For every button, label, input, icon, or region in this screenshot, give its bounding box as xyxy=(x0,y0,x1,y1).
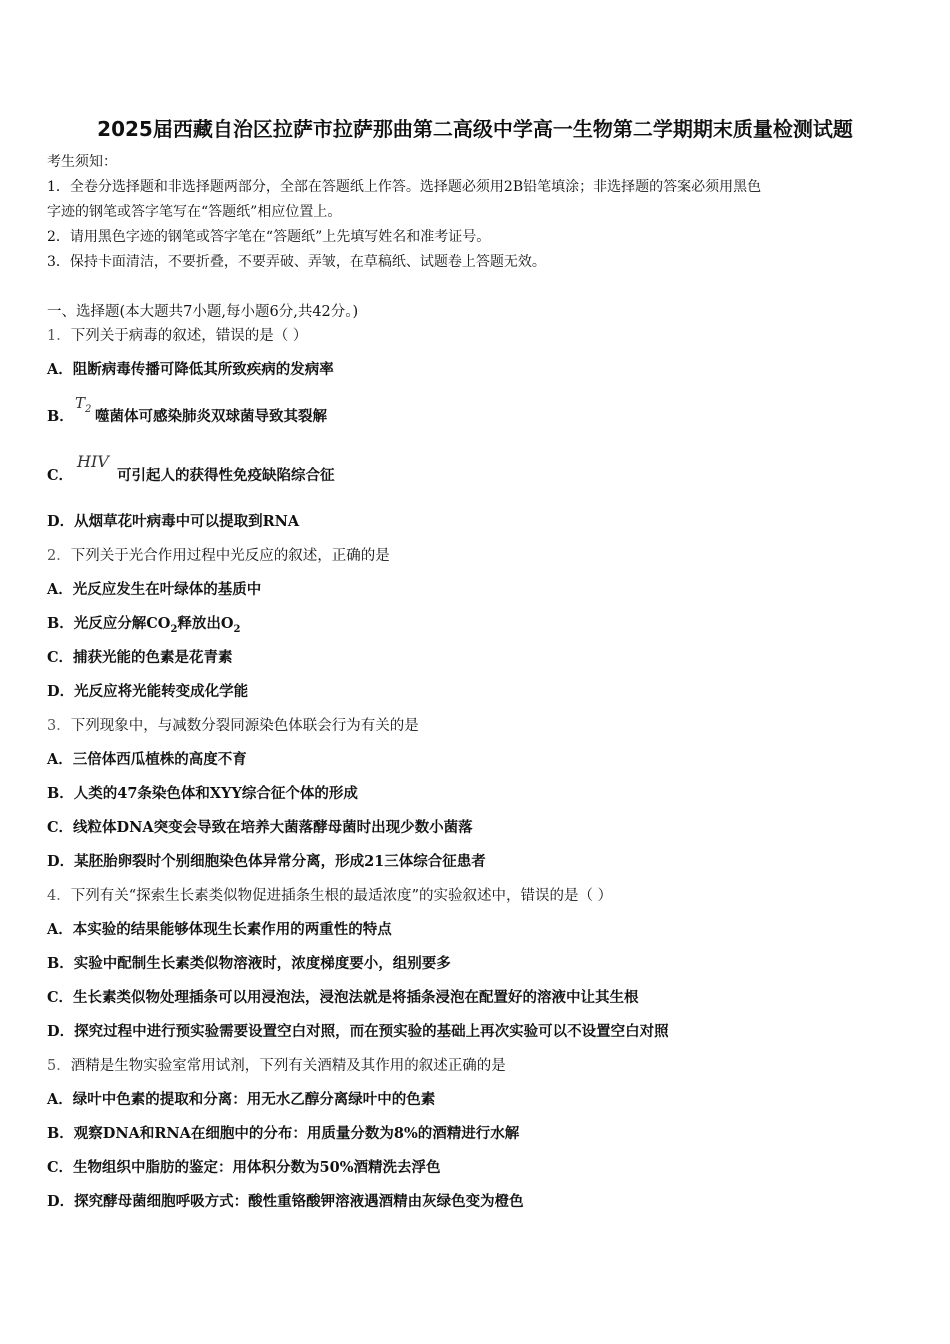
option-label: C． xyxy=(47,467,74,484)
math-sub: 2 xyxy=(85,404,92,415)
question-stem: 下列有关“探索生长素类似物促进插条生根的最适浓度”的实验叙述中，错误的是（ ） xyxy=(70,888,613,904)
q5-option-d: D．探究酵母菌细胞呼吸方式：酸性重铬酸钾溶液遇酒精由灰绿色变为橙色 xyxy=(47,1193,524,1210)
q4-option-c: C．生长素类似物处理插条可以用浸泡法，浸泡法就是将插条浸泡在配置好的溶液中让其生根 xyxy=(47,989,639,1006)
question-1 xyxy=(47,326,307,346)
question-5 xyxy=(47,1056,506,1076)
q2-option-b xyxy=(47,614,241,640)
q3-option-a: A．三倍体西瓜植株的高度不育 xyxy=(47,751,247,768)
q1-option-b xyxy=(47,407,74,427)
q1-option-d: D．从烟草花叶病毒中可以提取到RNA xyxy=(47,513,300,530)
question-stem: 下列关于光合作用过程中光反应的叙述，正确的是 xyxy=(70,548,390,564)
notice-line-1a: 1．全卷分选择题和非选择题两部分，全部在答题纸上作答。选择题必须用2B铅笔填涂；非选择题的答案必须用黑色 xyxy=(47,179,762,195)
math-t: T xyxy=(75,394,86,412)
option-label: B． xyxy=(47,408,74,425)
page-title: 2025届西藏自治区拉萨市拉萨那曲第二高级中学高一生物第二学期期末质量检测试题 xyxy=(97,117,853,141)
q1-option-a: A．阻断病毒传播可降低其所致疾病的发病率 xyxy=(47,361,334,378)
notice-line-3: 3．保持卡面清洁，不要折叠，不要弄破、弄皱，在草稿纸、试题卷上答题无效。 xyxy=(47,254,546,270)
q4-option-a: A．本实验的结果能够体现生长素作用的两重性的特点 xyxy=(47,921,392,938)
notice-line-1b: 字迹的钢笔或答字笔写在“答题纸”相应位置上。 xyxy=(47,204,342,220)
question-number: 1． xyxy=(47,328,71,344)
question-3 xyxy=(47,716,419,736)
section-heading: 一、选择题(本大题共7小题,每小题6分,共42分。) xyxy=(47,304,359,320)
question-stem: 酒精是生物实验室常用试剂，下列有关酒精及其作用的叙述正确的是 xyxy=(70,1058,506,1074)
question-number: 2． xyxy=(47,548,71,564)
question-number: 3． xyxy=(47,718,71,734)
question-stem: 下列现象中，与减数分裂同源染色体联会行为有关的是 xyxy=(70,718,419,734)
question-4 xyxy=(47,886,612,906)
t2-math-symbol xyxy=(75,394,91,415)
q5-option-b: B．观察DNA和RNA在细胞中的分布：用质量分数为8%的酒精进行水解 xyxy=(47,1125,520,1142)
q5-option-a: A．绿叶中色素的提取和分离：用无水乙醇分离绿叶中的色素 xyxy=(47,1091,436,1108)
hiv-math-symbol: HIV xyxy=(77,452,109,471)
q2-option-c: C．捕获光能的色素是花青素 xyxy=(47,649,233,666)
subscript: 2 xyxy=(170,623,178,635)
notice-heading: 考生须知： xyxy=(47,154,117,170)
question-number: 5． xyxy=(47,1058,71,1074)
subscript: 2 xyxy=(233,623,241,635)
q2-option-a: A．光反应发生在叶绿体的基质中 xyxy=(47,581,262,598)
q3-option-d: D．某胚胎卵裂时个别细胞染色体异常分离，形成21三体综合征患者 xyxy=(47,853,486,870)
q3-option-c: C．线粒体DNA突变会导致在培养大菌落酵母菌时出现少数小菌落 xyxy=(47,819,473,836)
question-stem: 下列关于病毒的叙述，错误的是（ ） xyxy=(70,328,308,344)
q3-option-b: B．人类的47条染色体和XYY综合征个体的形成 xyxy=(47,785,358,802)
q4-option-d: D．探究过程中进行预实验需要设置空白对照，而在预实验的基础上再次实验可以不设置空白对照 xyxy=(47,1023,669,1040)
notice-line-2: 2．请用黑色字迹的钢笔或答字笔在“答题纸”上先填写姓名和准考证号。 xyxy=(47,229,491,245)
q1-option-c xyxy=(47,466,73,486)
question-2 xyxy=(47,546,390,566)
q2-option-d: D．光反应将光能转变成化学能 xyxy=(47,683,249,700)
option-text: 释放出O xyxy=(177,615,234,632)
option-text: B．光反应分解CO xyxy=(47,615,171,632)
q1-option-c-text: 可引起人的获得性免疫缺陷综合征 xyxy=(117,467,335,484)
q4-option-b: B．实验中配制生长素类似物溶液时，浓度梯度要小，组别要多 xyxy=(47,955,451,972)
q5-option-c: C．生物组织中脂肪的鉴定：用体积分数为50%酒精洗去浮色 xyxy=(47,1159,441,1176)
question-number: 4． xyxy=(47,888,71,904)
q1-option-b-text: 噬菌体可感染肺炎双球菌导致其裂解 xyxy=(95,408,327,425)
